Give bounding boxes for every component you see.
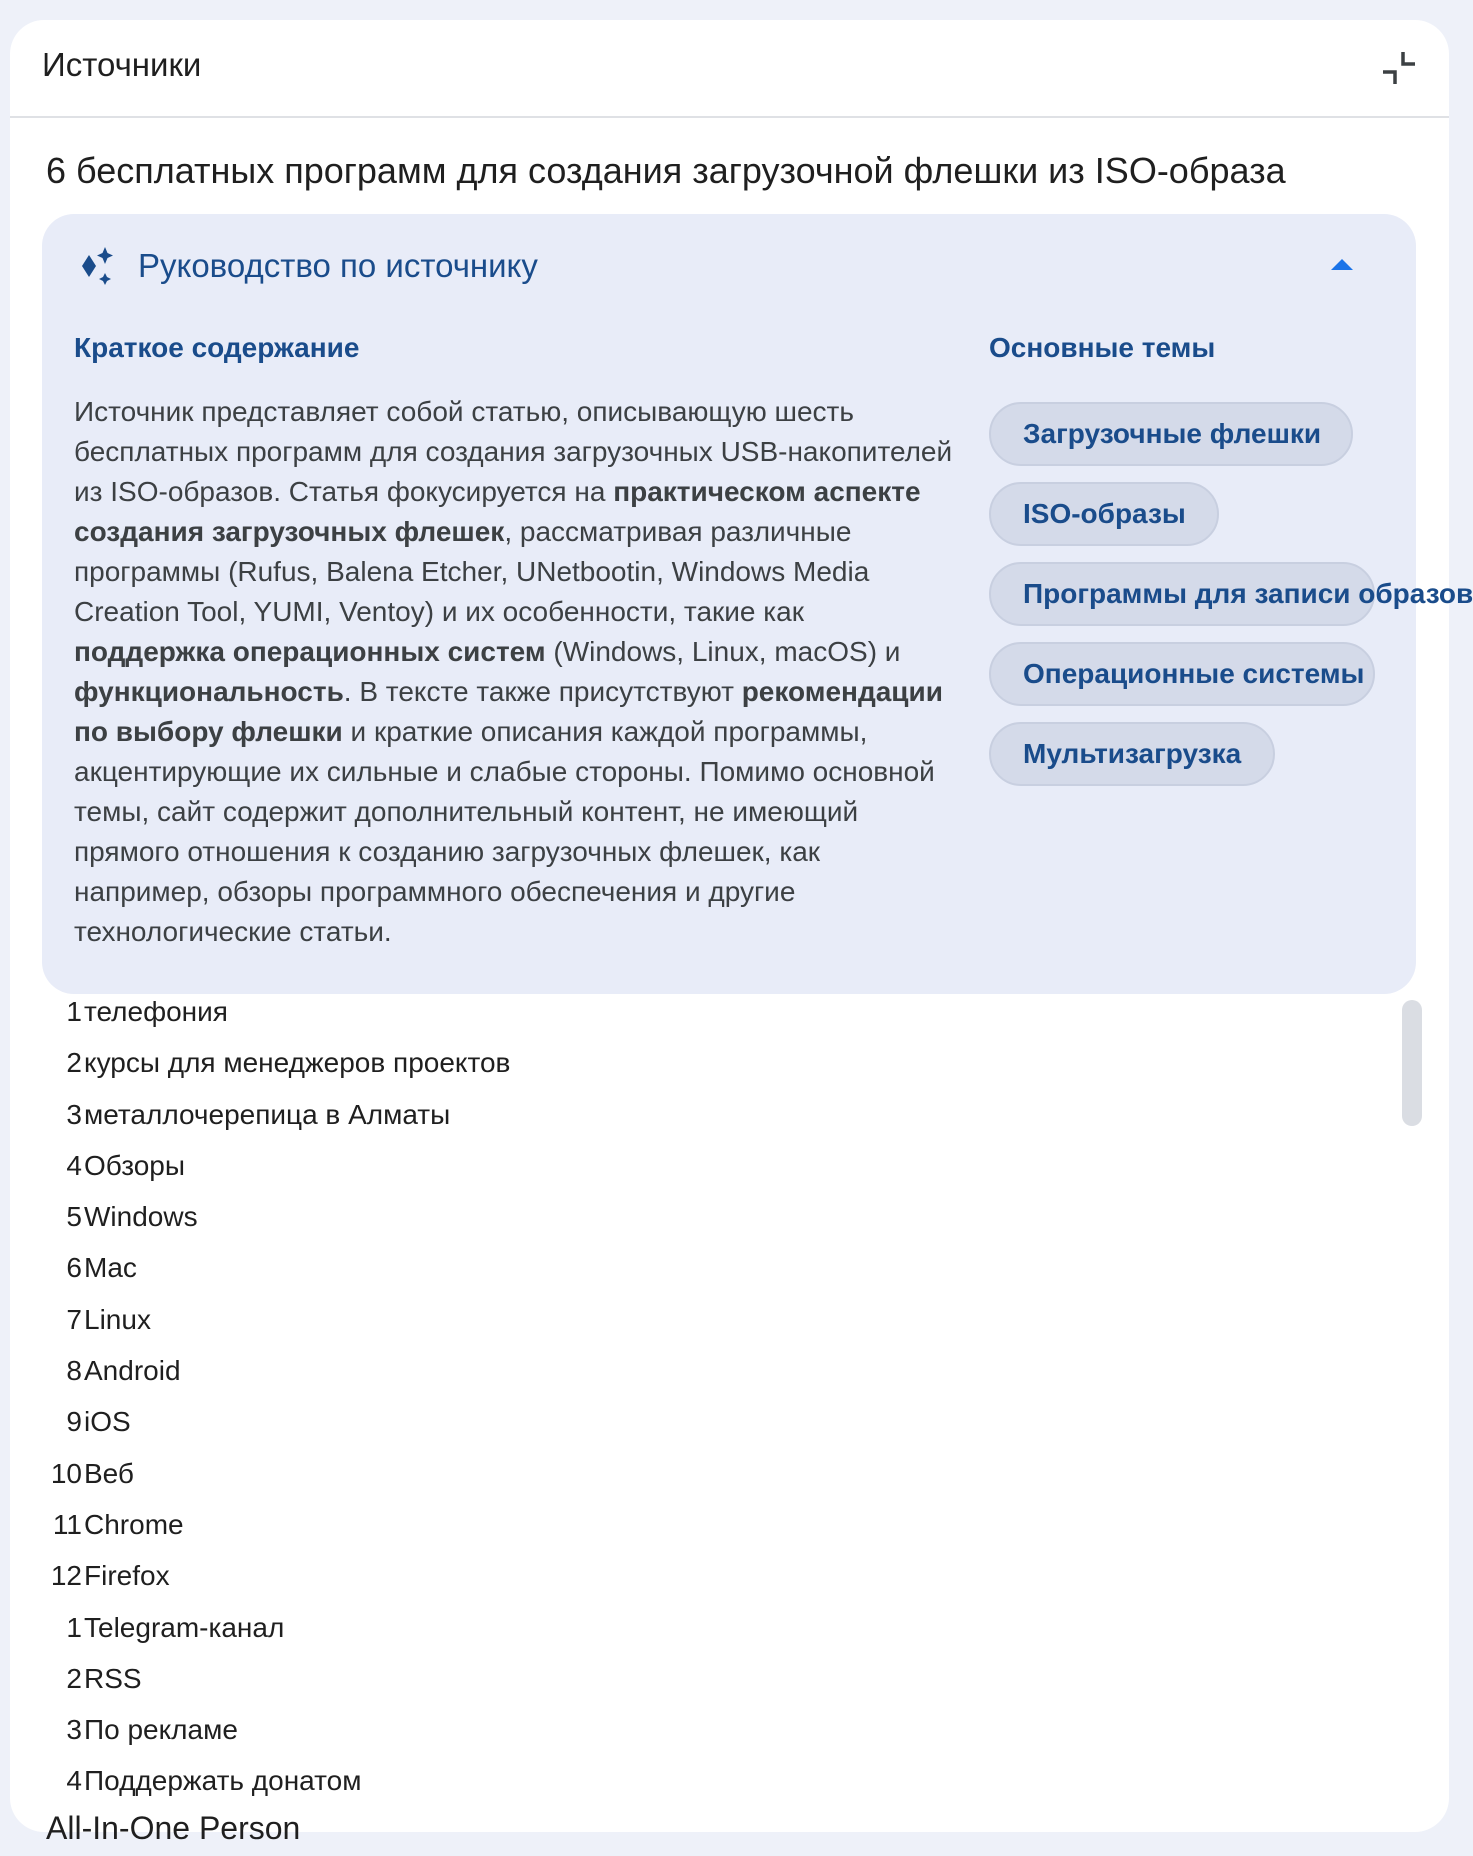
sparkle-icon [74,245,116,287]
list-item-number: 9 [66,1406,82,1438]
panel-header [10,20,1449,118]
topics-heading: Основные темы [989,332,1216,363]
list-item [10,1509,1390,1560]
topic-chip[interactable]: Операционные системы [989,642,1375,706]
list-item-text: металлочерепица в Алматы [84,1098,451,1130]
source-guide-header[interactable] [74,242,538,290]
list-item-number: 7 [66,1303,82,1335]
list-item-text: Telegram-канал [84,1611,285,1643]
summary-heading: Краткое содержание [74,332,360,363]
list-item-text: Linux [84,1303,151,1335]
list-item-number: 12 [50,1560,82,1592]
list-item-number: 3 [66,1098,82,1130]
summary-segment: и краткие описания каждой программы, акцентирующие их сильные и слабые стороны. Помимо основной темы, сайт содержит дополнительный контент, не имеющий прямого отношения к созданию загрузочных флешек, как например, обзоры программного обеспечения и другие технологические статьи. [74,716,935,947]
list-item-text: По рекламе [84,1714,238,1746]
list-item-number: 1 [66,996,82,1027]
list-item-number: 11 [52,1508,82,1540]
summary-highlight: практическом аспекте создания загрузочных флешек [74,476,921,547]
list-item-text: Mac [84,1252,137,1284]
list-item [10,1406,1390,1457]
list-item [10,1560,1390,1611]
list-item-text: RSS [84,1662,142,1694]
list-item [10,1099,1390,1150]
list-item-number: 3 [66,1714,82,1746]
summary-segment: , рассматривая различные программы (Rufus, Balena Etcher, UNetbootin, Windows Media Creation Tool, YUMI, Ventoy) и их особенности, такие как [74,516,870,627]
summary-highlight: поддержка операционных систем [74,636,546,667]
list-item [10,1612,1390,1663]
summary-segment: (Windows, Linux, macOS) и [545,636,901,667]
list-item-text: Android [84,1355,181,1387]
list-item-text: курсы для менеджеров проектов [84,1047,511,1079]
topic-chip[interactable]: Загрузочные флешки [989,402,1353,466]
topic-chip[interactable]: ISO-образы [989,482,1219,546]
list-item-number: 8 [66,1355,82,1387]
topic-chip[interactable]: Программы для записи образов [989,562,1375,626]
source-title: 6 бесплатных программ для создания загрузочной флешки из ISO-образа [46,150,1286,191]
list-item-number: 5 [66,1201,82,1233]
list-item [10,1252,1390,1303]
collapse-icon[interactable] [1377,46,1421,90]
list-item [10,1355,1390,1406]
sources-panel [10,20,1473,1846]
source-content-list [10,996,1390,1817]
scrollbar-thumb[interactable] [1402,1000,1422,1126]
topic-chip[interactable]: Мультизагрузка [989,722,1275,786]
list-item [10,996,1390,1047]
list-item-number: 4 [66,1765,82,1797]
list-item-number: 10 [50,1457,82,1489]
list-item [10,1150,1390,1201]
summary-highlight: функциональность [74,676,344,707]
summary-segment: Источник представляет собой статью, описывающую шесть бесплатных программ для создания загрузочных USB-накопителей из ISO-образов. Статья фокусируется на [74,396,953,507]
list-item-number: 2 [66,1047,82,1079]
list-item-text: Firefox [84,1560,170,1592]
list-item-text: телефония [84,996,228,1027]
list-item [10,1047,1390,1098]
list-item [10,1714,1390,1765]
list-item-text: Windows [84,1201,198,1233]
list-item-number: 2 [66,1662,82,1694]
footer-text: All-In-One Person [46,1810,301,1846]
list-item-number: 6 [66,1252,82,1284]
list-item-text: Обзоры [84,1149,185,1181]
list-item [10,1663,1390,1714]
list-item-text: Веб [84,1457,134,1489]
panel-title: Источники [42,46,202,83]
list-item [10,1201,1390,1252]
list-item-text: Chrome [84,1508,184,1540]
summary-highlight: рекомендации по выбору флешки [74,676,943,747]
list-item-number: 4 [66,1149,82,1181]
summary-segment: . В тексте также присутствуют [343,676,742,707]
list-item-text: iOS [84,1406,131,1438]
topics-list [989,402,1473,786]
list-item [10,1458,1390,1509]
list-item-number: 1 [66,1611,82,1643]
chevron-up-icon[interactable] [1328,254,1356,274]
source-guide-title: Руководство по источнику [138,247,538,284]
summary-text [74,392,954,952]
list-item [10,1304,1390,1355]
list-item-text: Поддержать донатом [84,1765,362,1797]
